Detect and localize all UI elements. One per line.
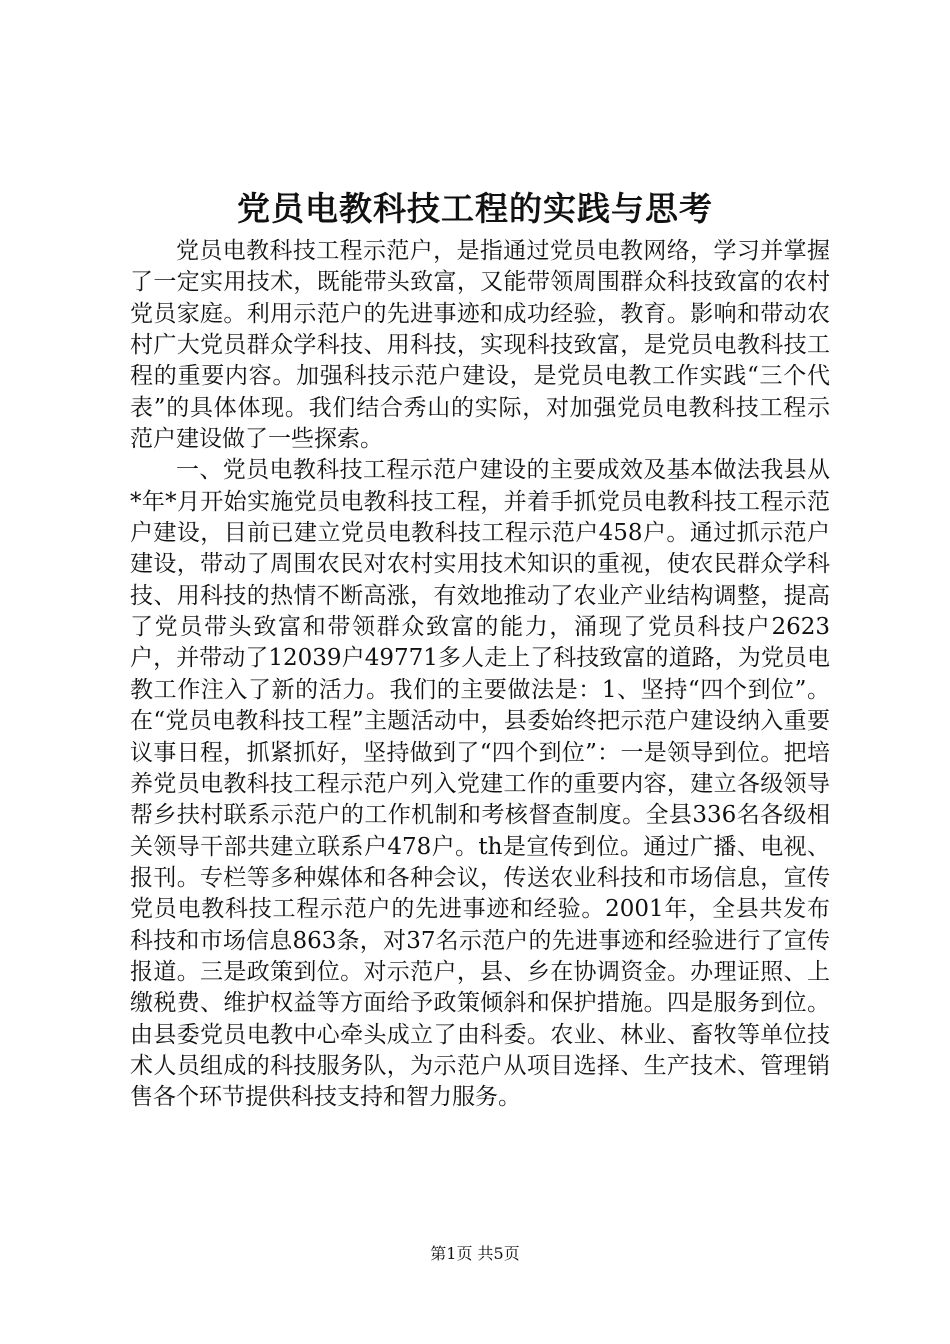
paragraph-section-one: 一、党员电教科技工程示范户建设的主要成效及基本做法我县从*年*月开始实施党员电教科技工程，并着手抓党员电教科技工程示范户建设，目前已建立党员电教科技工程示范户458户。通过抓示范户建设，带动了周围农民对农村实用技术知识的重视，使农民群众学科技、用科技的热情不断高涨，有效地推动了农业产业结构调整，提高了党员带头致富和带领群众致富的能力，涌现了党员科技户2623户，并带动了12039户49771多人走上了科技致富的道路，为党员电教工作注入了新的活力。我们的主要做法是：1、坚持“四个到位”。在“党员电教科技工程”主题活动中，县委始终把示范户建设纳入重要议事日程，抓紧抓好，坚持做到了“四个到位”：一是领导到位。把培养党员电教科技工程示范户列入党建工作的重要内容，建立各级领导帮乡扶村联系示范户的工作机制和考核督查制度。全县336名各级相关领导干部共建立联系户478户。th是宣传到位。通过广播、电视、报刊。专栏等多种媒体和各种会议，传送农业科技和市场信息，宣传党员电教科技工程示范户的先进事迹和经验。2001年，全县共发布科技和市场信息863条，对37名示范户的先进事迹和经验进行了宣传报道。三是政策到位。对示范户，县、乡在协调资金。办理证照、上缴税费、维护权益等方面给予政策倾斜和保护措施。四是服务到位。由县委党员电教中心牵头成立了由科委。农业、林业、畜牧等单位技术人员组成的科技服务队，为示范户从项目选择、生产技术、管理销售各个环节提供科技支持和智力服务。 bbox=[130, 457, 830, 1111]
page-footer: 第1页 共5页 bbox=[430, 1244, 520, 1263]
document-body bbox=[130, 236, 830, 1114]
paragraph-intro: 党员电教科技工程示范户，是指通过党员电教网络，学习并掌握了一定实用技术，既能带头致富，又能带领周围群众科技致富的农村党员家庭。利用示范户的先进事迹和成功经验，教育。影响和带动农村广大党员群众学科技、用科技，实现科技致富，是党员电教科技工程的重要内容。加强科技示范户建设，是党员电教工作实践“三个代表”的具体体现。我们结合秀山的实际，对加强党员电教科技工程示范户建设做了一些探索。 bbox=[130, 238, 830, 453]
document-title: 党员电教科技工程的实践与思考 bbox=[237, 189, 713, 228]
